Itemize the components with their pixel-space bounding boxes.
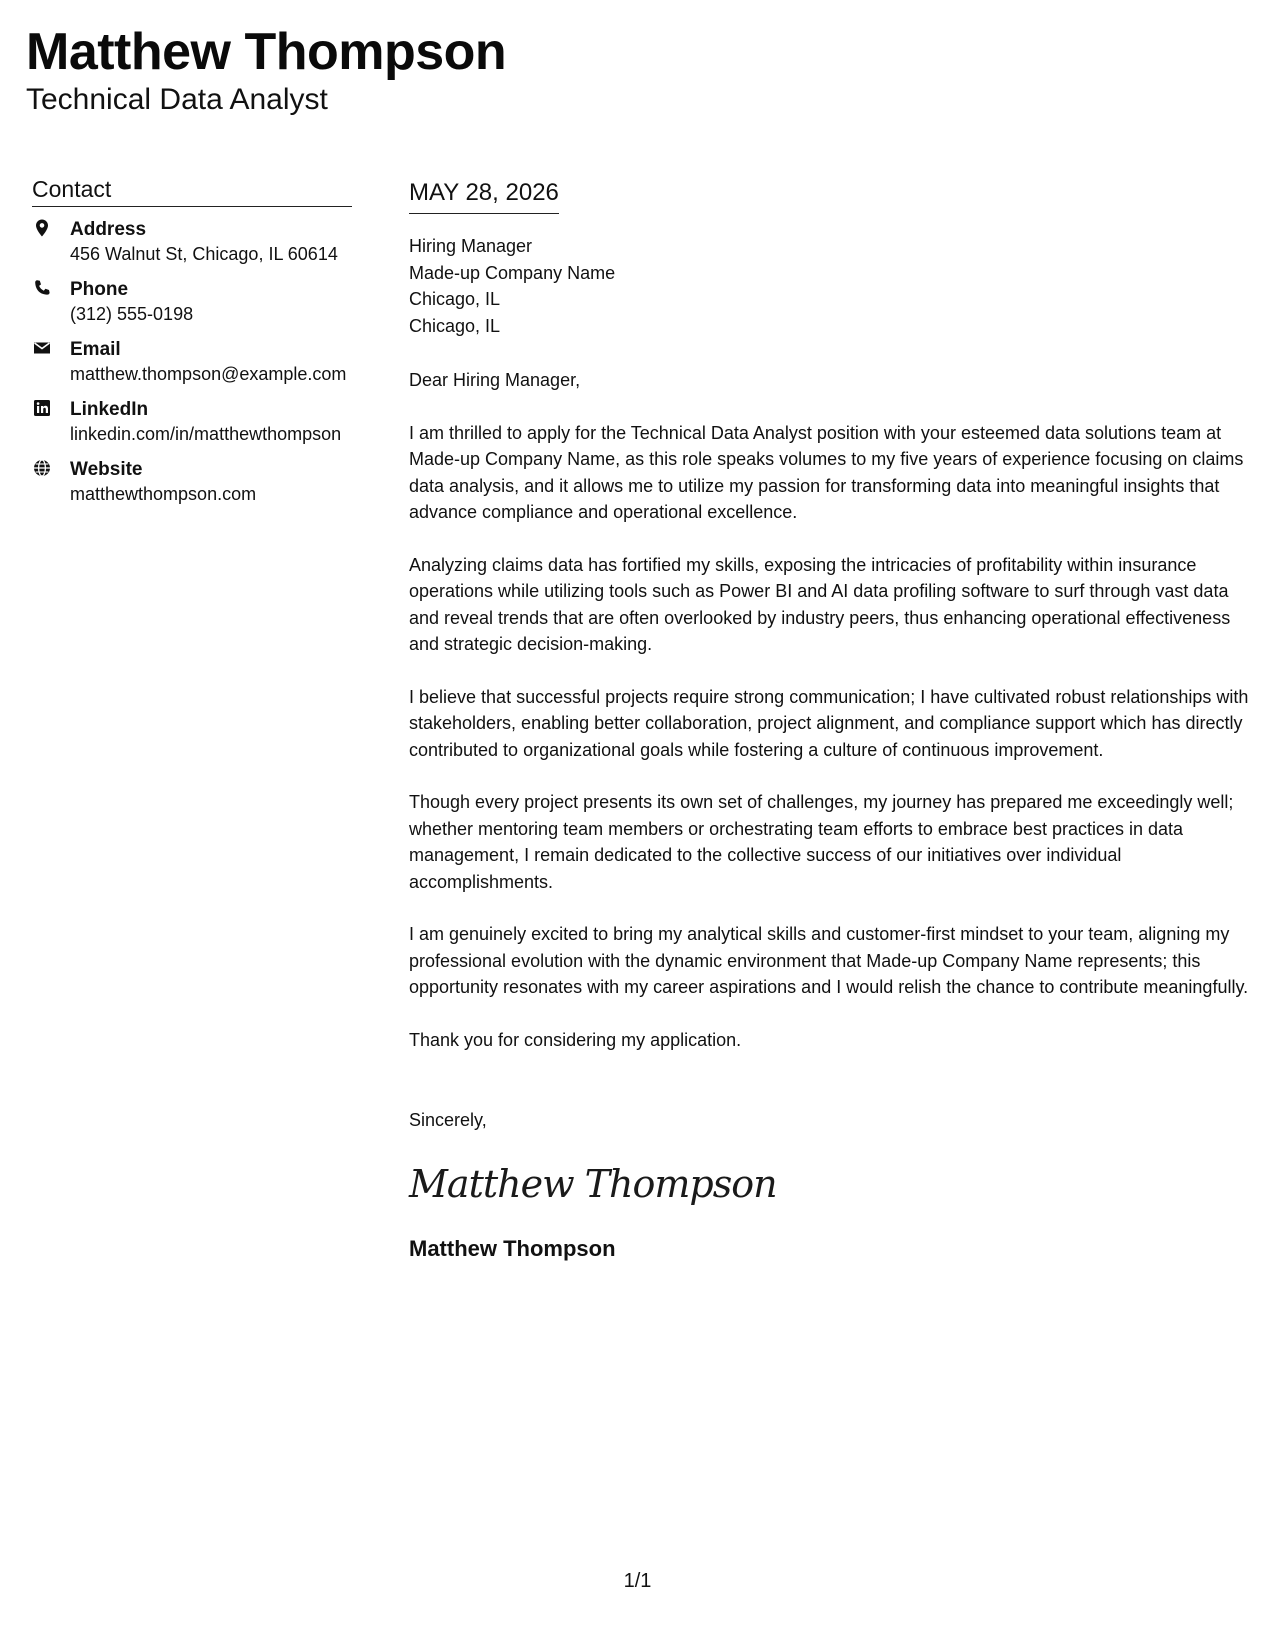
letter-paragraph: Though every project presents its own set of challenges, my journey has prepared me exceedingly well; whether mentoring team members or orchestrating team efforts to embrace best practices in data management, I remain dedicated to the collective success of our initiatives over individual accomplishments. bbox=[409, 792, 1234, 892]
contact-item-linkedin bbox=[32, 397, 352, 446]
recipient-line: Hiring Manager bbox=[409, 236, 533, 256]
phone-value[interactable]: (312) 555-0198 bbox=[70, 304, 194, 324]
contact-label: Email bbox=[70, 339, 121, 360]
letter-date: MAY 28, 2026 bbox=[409, 177, 559, 214]
letter-body bbox=[409, 177, 1254, 1264]
contact-item-website bbox=[32, 457, 352, 506]
contact-label: Phone bbox=[70, 279, 129, 300]
recipient-block bbox=[409, 233, 1254, 339]
candidate-name: Matthew Thompson bbox=[26, 23, 507, 81]
email-value[interactable]: matthew.thompson@example.com bbox=[70, 364, 347, 384]
phone-icon bbox=[32, 278, 54, 300]
letter-paragraph: Analyzing claims data has fortified my skills, exposing the intricacies of profitability within insurance operations while utilizing tools such as Power BI and AI data profiling software to surf through vast data and reveal trends that are often overlooked by industry peers, thus enhancing operational effectiveness and strategic decision-making. bbox=[409, 554, 1231, 654]
contact-sidebar bbox=[32, 174, 352, 517]
globe-icon bbox=[32, 458, 54, 480]
contact-item-email bbox=[32, 337, 352, 386]
contact-label: LinkedIn bbox=[70, 399, 149, 420]
closing: Sincerely, bbox=[409, 1110, 487, 1130]
contact-label: Address bbox=[70, 219, 147, 240]
signed-name: Matthew Thompson bbox=[409, 1235, 616, 1261]
address-value: 456 Walnut St, Chicago, IL 60614 bbox=[70, 244, 338, 264]
letter-paragraph: I am genuinely excited to bring my analytical skills and customer-first mindset to your team, aligning my professional evolution with the dynamic environment that Made-up Company Name represents; this opportunity resonates with my career aspirations and I would relish the chance to contribute meaningfully. bbox=[409, 924, 1249, 997]
handwritten-signature: Matthew Thompson bbox=[409, 1161, 777, 1206]
salutation: Dear Hiring Manager, bbox=[409, 370, 581, 390]
letter-paragraph: Thank you for considering my application. bbox=[409, 1029, 742, 1050]
page-number: 1/1 bbox=[623, 1570, 652, 1592]
recipient-line: Chicago, IL bbox=[409, 289, 501, 309]
linkedin-value[interactable]: linkedin.com/in/matthewthompson bbox=[70, 424, 342, 444]
contact-heading: Contact bbox=[32, 174, 352, 207]
envelope-icon bbox=[32, 338, 54, 360]
contact-item-address bbox=[32, 217, 352, 266]
recipient-line: Made-up Company Name bbox=[409, 262, 616, 283]
contact-label: Website bbox=[70, 459, 143, 480]
contact-item-phone bbox=[32, 277, 352, 326]
job-title: Technical Data Analyst bbox=[26, 83, 328, 116]
recipient-line: Chicago, IL bbox=[409, 315, 501, 336]
letter-paragraph: I am thrilled to apply for the Technical Data Analyst position with your esteemed data solutions team at Made-up Company Name, as this role speaks volumes to my five years of experience focusing on claims data analysis, and it allows me to utilize my passion for transforming data into meaningful insights that advance compliance and operational excellence. bbox=[409, 422, 1244, 522]
linkedin-icon bbox=[32, 398, 54, 420]
location-pin-icon bbox=[32, 218, 54, 240]
website-value[interactable]: matthewthompson.com bbox=[70, 484, 257, 504]
letter-paragraph: I believe that successful projects require strong communication; I have cultivated robust relationships with stakeholders, enabling better collaboration, project alignment, and compliance support which has directly contributed to organizational goals while fostering a culture of continuous improvement. bbox=[409, 686, 1249, 760]
